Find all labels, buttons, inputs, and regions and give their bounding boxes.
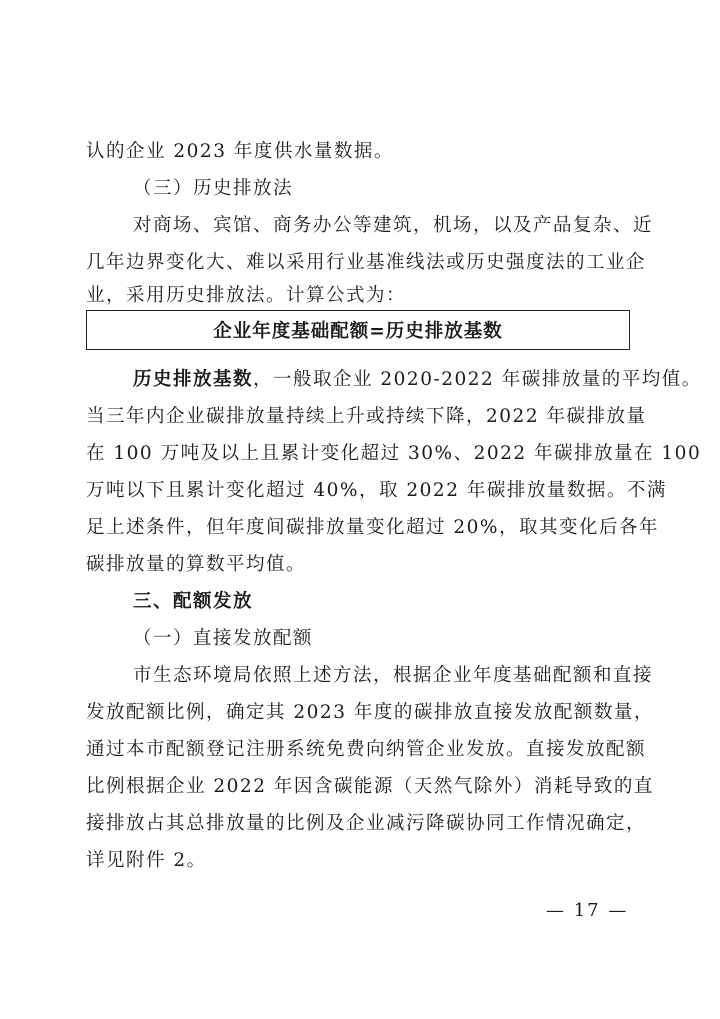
paragraph-line: 几年边界变化大、难以采用行业基准线法或历史强度法的工业企 [86, 252, 647, 273]
paragraph-line: 详见附件 2。 [86, 850, 207, 871]
term-definition: ，一般取企业 2020-2022 年碳排放量的平均值。 [253, 369, 702, 390]
paragraph-line: 接排放占其总排放量的比例及企业减污降碳协同工作情况确定， [86, 813, 647, 834]
paragraph-line: 对商场、宾馆、商务办公等建筑，机场，以及产品复杂、近 [133, 215, 654, 236]
paragraph-line: 足上述条件，但年度间碳排放量变化超过 20%，取其变化后各年 [86, 517, 660, 538]
formula-box [86, 310, 630, 350]
section-heading-allocation: 三、配额发放 [133, 591, 254, 612]
paragraph-line: 比例根据企业 2022 年因含碳能源（天然气除外）消耗导致的直 [86, 776, 654, 797]
formula-text: 企业年度基础配额=历史排放基数 [213, 321, 503, 342]
paragraph-line: 发放配额比例，确定其 2023 年度的碳排放直接发放配额数量， [86, 702, 654, 723]
subsection-heading-direct-allocation: （一）直接发放配额 [133, 628, 314, 649]
section-heading-historical-emission: （三）历史排放法 [133, 178, 294, 199]
paragraph-line: 业，采用历史排放法。计算公式为： [86, 285, 407, 306]
paragraph-line: 在 100 万吨及以上且累计变化超过 30%、2022 年碳排放量在 100 [86, 443, 702, 464]
paragraph-line: 通过本市配额登记注册系统免费向纳管企业发放。直接发放配额 [86, 739, 647, 760]
paragraph-line [133, 368, 702, 392]
paragraph-line: 市生态环境局依照上述方法，根据企业年度基础配额和直接 [133, 665, 654, 686]
term-historical-emission-base: 历史排放基数 [133, 369, 254, 390]
paragraph-line: 认的企业 2023 年度供水量数据。 [86, 141, 394, 162]
paragraph-line: 万吨以下且累计变化超过 40%，取 2022 年碳排放量数据。不满 [86, 480, 667, 501]
paragraph-line: 当三年内企业碳排放量持续上升或持续下降，2022 年碳排放量 [86, 406, 647, 427]
paragraph-line: 碳排放量的算数平均值。 [86, 554, 307, 575]
page-number: — 17 — [546, 900, 629, 921]
